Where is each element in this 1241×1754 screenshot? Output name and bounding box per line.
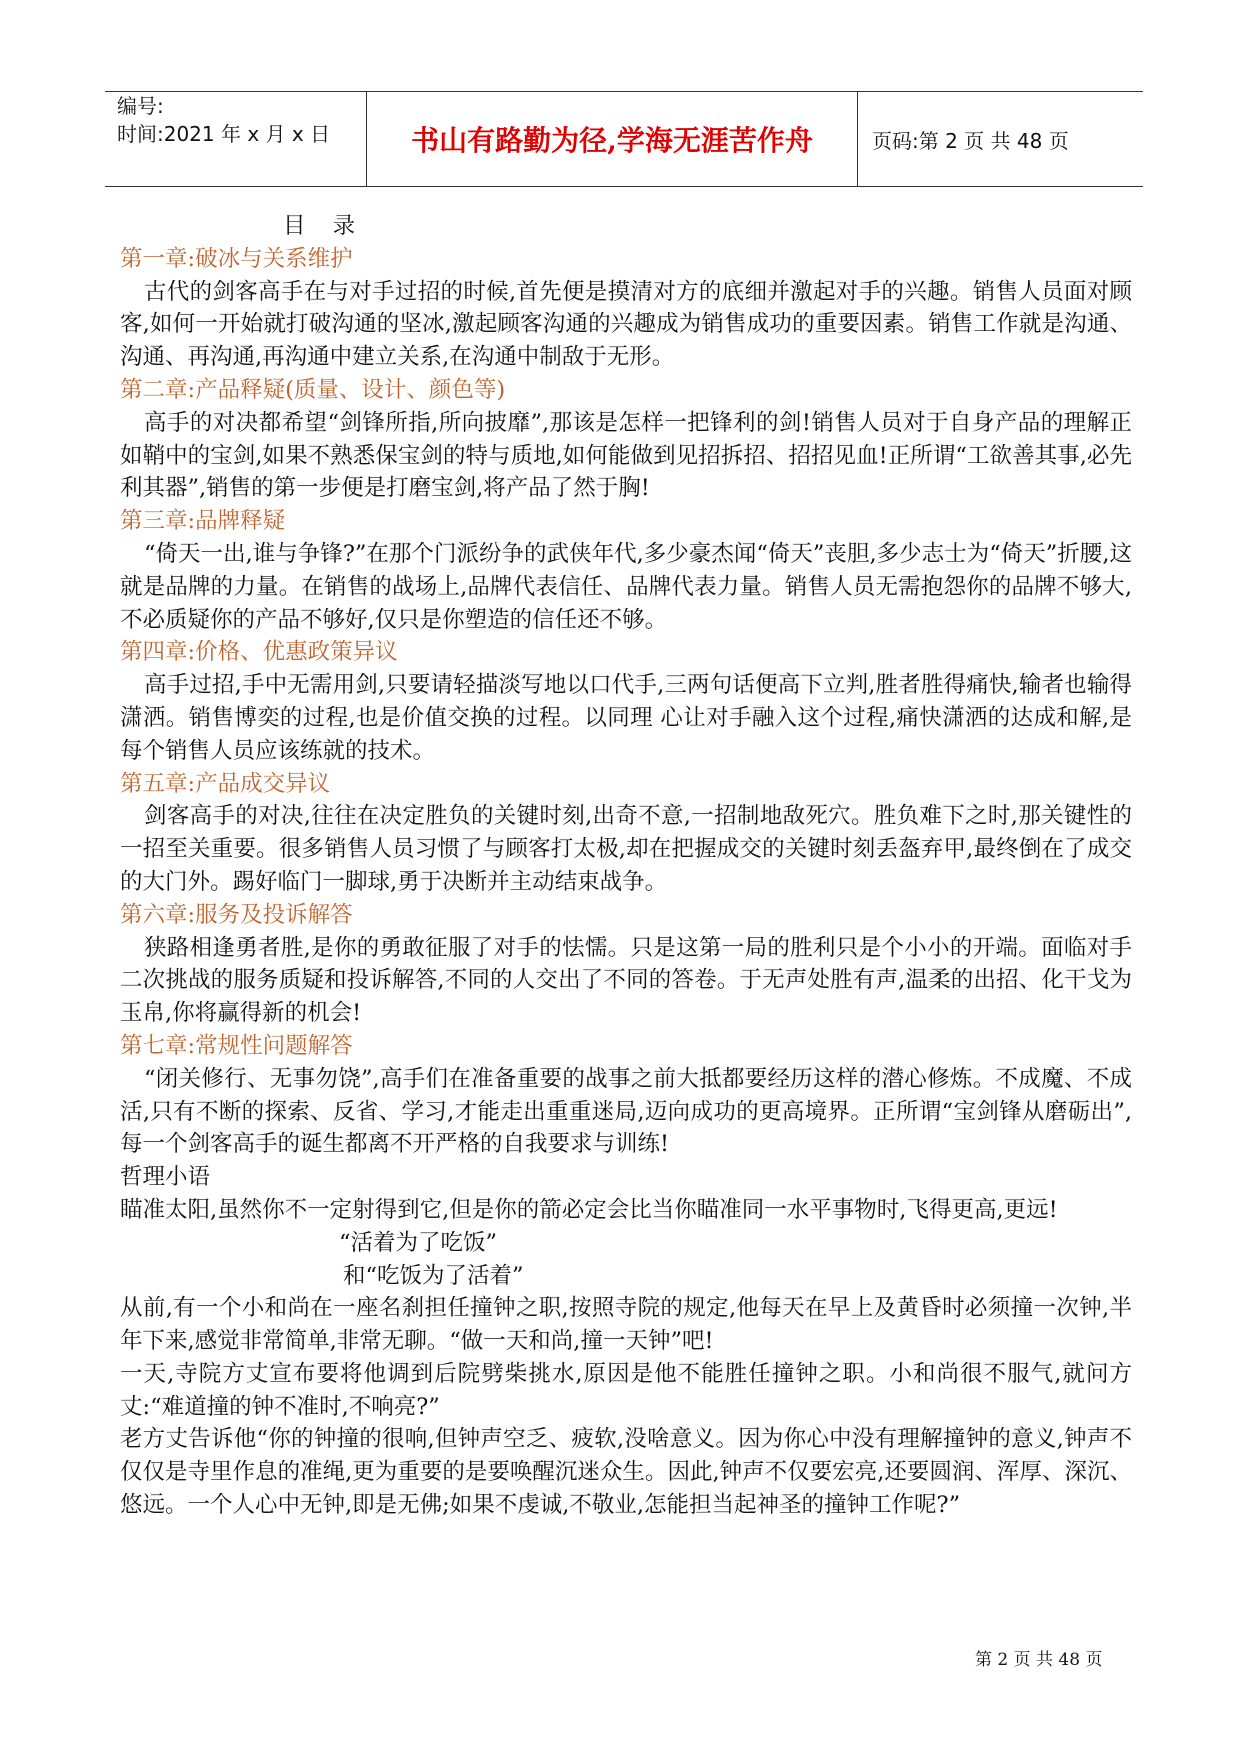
chapter-title: 第四章:价格、优惠政策异议 — [120, 639, 398, 666]
story-paragraph: 从前,有一个小和尚在一座名刹担任撞钟之职,按照寺院的规定,他每天在早上及黄昏时必须撞一次钟,半年下来,感觉非常简单,非常无聊。“做一天和尚,撞一天钟”吧! — [120, 1295, 1132, 1355]
page-footer: 第 2 页 共 48 页 — [975, 1650, 1103, 1670]
header-meta — [105, 92, 367, 186]
toc-title: 目 录 — [283, 213, 366, 239]
chapter-title: 第一章:破冰与关系维护 — [120, 245, 353, 272]
story-title-line-1: “活着为了吃饭” — [339, 1229, 498, 1256]
story-paragraph: 老方丈告诉他“你的钟撞的很响,但钟声空乏、疲软,没啥意义。因为你心中没有理解撞钟的意义,钟声不仅仅是寺里作息的准绳,更为重要的是要唤醒沉迷众生。因此,钟声不仅要宏亮,还要圆润、浑厚、深沉、悠远。一个人心中无钟,即是无佛;如果不虔诚,不敬业,怎能担当起神圣的撞钟工作呢?” — [120, 1426, 1132, 1519]
philosophy-title: 哲理小语 — [120, 1164, 211, 1191]
story-paragraph: 一天,寺院方丈宣布要将他调到后院劈柴挑水,原因是他不能胜任撞钟之职。小和尚很不服气,就问方丈:“难道撞的钟不准时,不响亮?” — [120, 1360, 1132, 1420]
chapter-title: 第七章:常规性问题解答 — [120, 1032, 353, 1059]
chapter-body: “倚天一出,谁与争锋?”在那个门派纷争的武侠年代,多少豪杰闻“倚天”丧胆,多少志士为“倚天”折腰,这就是品牌的力量。在销售的战场上,品牌代表信任、品牌代表力量。销售人员无需抱怨你的品牌不够大,不必质疑你的产品不够好,仅只是你塑造的信任还不够。 — [120, 540, 1132, 633]
chapter-title: 第三章:品牌释疑 — [120, 508, 286, 535]
chapter-body: “闭关修行、无事勿饶”,高手们在准备重要的战事之前大抵都要经历这样的潜心修炼。不成魔、不成活,只有不断的探索、反省、学习,才能走出重重迷局,迈向成功的更高境界。正所谓“宝剑锋从磨砺出”,每一个剑客高手的诞生都离不开严格的自我要求与训练! — [120, 1065, 1132, 1158]
philosophy-text: 瞄准太阳,虽然你不一定射得到它,但是你的箭必定会比当你瞄准同一水平事物时,飞得更高,更远! — [120, 1196, 1058, 1223]
chapter-body: 高手过招,手中无需用剑,只要请轻描淡写地以口代手,三两句话便高下立判,胜者胜得痛快,输者也输得潇洒。销售博奕的过程,也是价值交换的过程。以同理 心让对手融入这个过程,痛快潇洒的达成和解,是每个销售人员应该练就的技术。 — [120, 672, 1132, 764]
document-body — [120, 210, 1132, 1522]
chapter-body: 高手的对决都希望“剑锋所指,所向披靡”,那该是怎样一把锋利的剑!销售人员对于自身产品的理解正如鞘中的宝剑,如果不熟悉保宝剑的特与质地,如何能做到见招拆招、招招见血!正所谓“工欲善其事,必先利其器”,销售的第一步便是打磨宝剑,将产品了然于胸! — [120, 409, 1132, 502]
document-number-label: 编号: — [117, 94, 164, 118]
chapter-title: 第二章:产品释疑(质量、设计、颜色等) — [120, 376, 506, 403]
chapter-body: 古代的剑客高手在与对手过招的时候,首先便是摸清对方的底细并激起对手的兴趣。销售人员面对顾客,如何一开始就打破沟通的坚冰,激起顾客沟通的兴趣成为销售成功的重要因素。销售工作就是沟通、沟通、再沟通,再沟通中建立关系,在沟通中制敌于无形。 — [120, 278, 1132, 371]
chapter-body: 狭路相逢勇者胜,是你的勇敢征服了对手的怯懦。只是这第一局的胜利只是个小小的开端。面临对手二次挑战的服务质疑和投诉解答,不同的人交出了不同的答卷。于无声处胜有声,温柔的出招、化干戈为玉帛,你将赢得新的机会! — [120, 934, 1132, 1027]
chapter-title: 第六章:服务及投诉解答 — [120, 901, 353, 928]
header-page-info: 页码:第 2 页 共 48 页 — [872, 128, 1069, 153]
chapter-body: 剑客高手的对决,往往在决定胜负的关键时刻,出奇不意,一招制地敌死穴。胜负难下之时,那关键性的一招至关重要。很多销售人员习惯了与顾客打太极,却在把握成交的关键时刻丢盔弃甲,最终倒在了成交的大门外。踢好临门一脚球,勇于决断并主动结束战争。 — [120, 803, 1132, 895]
chapter-title: 第五章:产品成交异议 — [120, 770, 331, 797]
story-title-line-2: 和“吃饭为了活着” — [343, 1262, 524, 1289]
document-time-label: 时间:2021 年 x 月 x 日 — [117, 122, 331, 146]
header-motto: 书山有路勤为径,学海无涯苦作舟 — [367, 92, 858, 186]
page-header — [105, 91, 1143, 187]
